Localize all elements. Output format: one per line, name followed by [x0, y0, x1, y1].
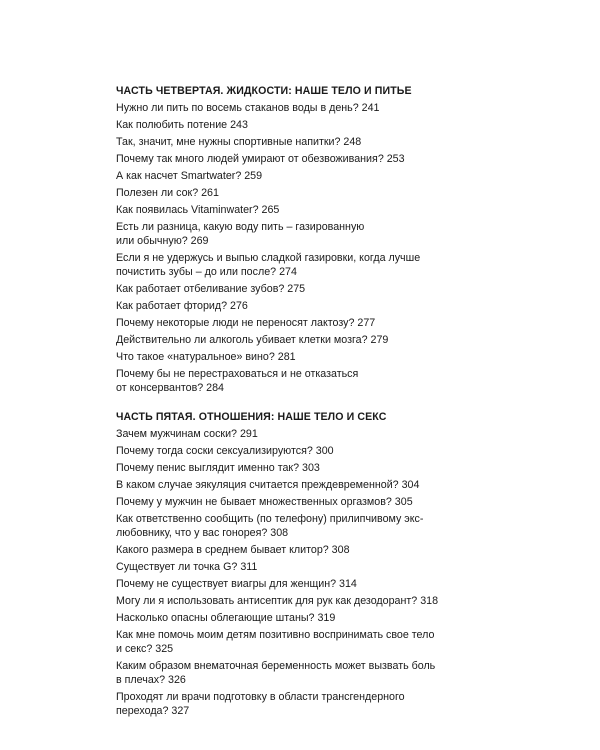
- toc-entries: [116, 101, 496, 395]
- toc-entry: Почему у мужчин не бывает множественных оргазмов? 305: [116, 496, 413, 508]
- toc-entry: Почему не существует виагры для женщин? 314: [116, 578, 357, 590]
- part-title: ЧАСТЬ ЧЕТВЕРТАЯ. ЖИДКОСТИ: НАШЕ ТЕЛО И ПИТЬЕ: [116, 85, 412, 97]
- toc-entry: Что такое «натуральное» вино? 281: [116, 351, 296, 363]
- toc-entry: Почему пенис выглядит именно так? 303: [116, 462, 320, 474]
- toc-entry: Как появилась Vitaminwater? 265: [116, 204, 280, 216]
- toc-entry: Насколько опасны облегающие штаны? 319: [116, 612, 336, 624]
- toc-entry: Если я не удержусь и выпью сладкой газировки, когда лучше почистить зубы – до или после? 274: [116, 252, 421, 278]
- toc-entry: Почему некоторые люди не переносят лактозу? 277: [116, 317, 376, 329]
- toc-part-five: [116, 410, 496, 718]
- toc-entry: Могу ли я использовать антисептик для рук как дезодорант? 318: [116, 595, 439, 607]
- toc-entry: Каким образом внематочная беременность может вызвать боль в плечах? 326: [116, 660, 436, 686]
- toc-entry: Нужно ли пить по восемь стаканов воды в день? 241: [116, 102, 380, 114]
- toc-entry: Действительно ли алкоголь убивает клетки мозга? 279: [116, 334, 389, 346]
- toc-entry: Существует ли точка G? 311: [116, 561, 258, 573]
- toc-entry: Как работает фторид? 276: [116, 300, 248, 312]
- toc-entry: Полезен ли сок? 261: [116, 187, 219, 199]
- toc-part-four: [116, 84, 496, 395]
- toc-entry: Проходят ли врачи подготовку в области трансгендерного перехода? 327: [116, 691, 405, 717]
- toc-entry: Есть ли разница, какую воду пить – газированную или обычную? 269: [116, 221, 365, 247]
- toc-entry: Какого размера в среднем бывает клитор? 308: [116, 544, 350, 556]
- table-of-contents: [116, 84, 496, 721]
- part-title: ЧАСТЬ ПЯТАЯ. ОТНОШЕНИЯ: НАШЕ ТЕЛО И СЕКС: [116, 411, 387, 423]
- toc-entry: Как мне помочь моим детям позитивно воспринимать свое тело и секс? 325: [116, 629, 435, 655]
- toc-entry: Почему бы не перестраховаться и не отказаться от консервантов? 284: [116, 368, 359, 394]
- part-separator: [116, 398, 496, 410]
- toc-entry: В каком случае эякуляция считается преждевременной? 304: [116, 479, 420, 491]
- toc-entry: Как работает отбеливание зубов? 275: [116, 283, 306, 295]
- toc-entry: Почему тогда соски сексуализируются? 300: [116, 445, 334, 457]
- toc-entry: Зачем мужчинам соски? 291: [116, 428, 258, 440]
- toc-entry: Как ответственно сообщить (по телефону) прилипчивому экс- любовнику, что у вас гонорея? 308: [116, 513, 424, 539]
- toc-entry: Почему так много людей умирают от обезвоживания? 253: [116, 153, 405, 165]
- toc-entries: [116, 427, 496, 718]
- toc-entry: А как насчет Smartwater? 259: [116, 170, 263, 182]
- toc-entry: Как полюбить потение 243: [116, 119, 248, 131]
- toc-entry: Так, значит, мне нужны спортивные напитки? 248: [116, 136, 362, 148]
